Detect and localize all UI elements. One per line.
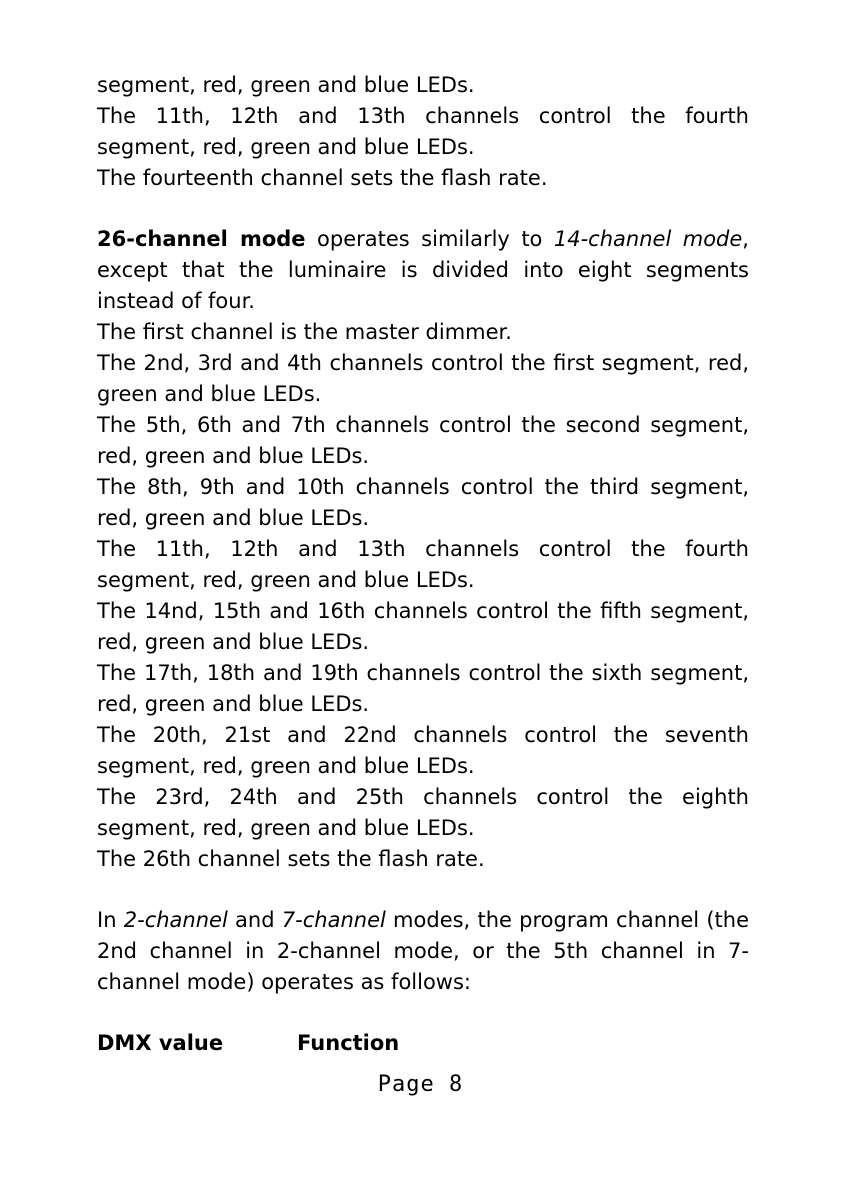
page-number: Page 8	[377, 1072, 464, 1097]
paragraph: The 8th, 9th and 10th channels control the third segment, red, green and blue LEDs.	[97, 475, 749, 530]
mode-reference: 14-channel mode	[553, 227, 743, 251]
spacer	[97, 998, 749, 1028]
text-span: , except that the luminaire is divided into eight segments instead of four.	[97, 227, 749, 313]
paragraph: The 17th, 18th and 19th channels control the sixth segment, red, green and blue LEDs.	[97, 661, 749, 716]
paragraph: The 20th, 21st and 22nd channels control the seventh segment, red, green and blue LEDs.	[97, 723, 749, 778]
text-span: operates similarly to	[305, 227, 554, 251]
paragraph: The 11th, 12th and 13th channels control the fourth segment, red, green and blue LEDs.	[97, 104, 749, 159]
paragraph: The 11th, 12th and 13th channels control the fourth segment, red, green and blue LEDs.	[97, 537, 749, 592]
spacer	[97, 875, 749, 905]
paragraph: The fourteenth channel sets the flash rate.	[97, 166, 548, 190]
paragraph: The 26th channel sets the flash rate.	[97, 847, 485, 871]
paragraph: segment, red, green and blue LEDs.	[97, 73, 475, 97]
paragraph: The 14nd, 15th and 16th channels control the fifth segment, red, green and blue LEDs.	[97, 599, 749, 654]
text-span: In	[97, 908, 124, 932]
mode26-title: 26-channel mode	[97, 227, 306, 251]
column-header-function: Function	[297, 1031, 400, 1055]
paragraph: The 5th, 6th and 7th channels control the second segment, red, green and blue LEDs.	[97, 413, 749, 468]
column-header-dmx-value: DMX value	[97, 1031, 224, 1055]
mode26-intro	[97, 224, 749, 317]
mode-reference: 7-channel	[281, 908, 386, 932]
page-content	[97, 70, 749, 1059]
paragraph: The first channel is the master dimmer.	[97, 320, 512, 344]
text-span: and	[227, 908, 282, 932]
mode-reference: 2-channel	[123, 908, 228, 932]
paragraph: The 23rd, 24th and 25th channels control the eighth segment, red, green and blue LEDs.	[97, 785, 749, 840]
text-span: modes, the program channel (the 2nd channel in 2-channel mode, or the 5th channel in 7-channel mode) operates as follows:	[97, 908, 750, 994]
paragraph: The 2nd, 3rd and 4th channels control the first segment, red, green and blue LEDs.	[97, 351, 749, 406]
table-header	[97, 1028, 749, 1059]
spacer	[97, 194, 749, 224]
program-intro	[97, 905, 749, 998]
